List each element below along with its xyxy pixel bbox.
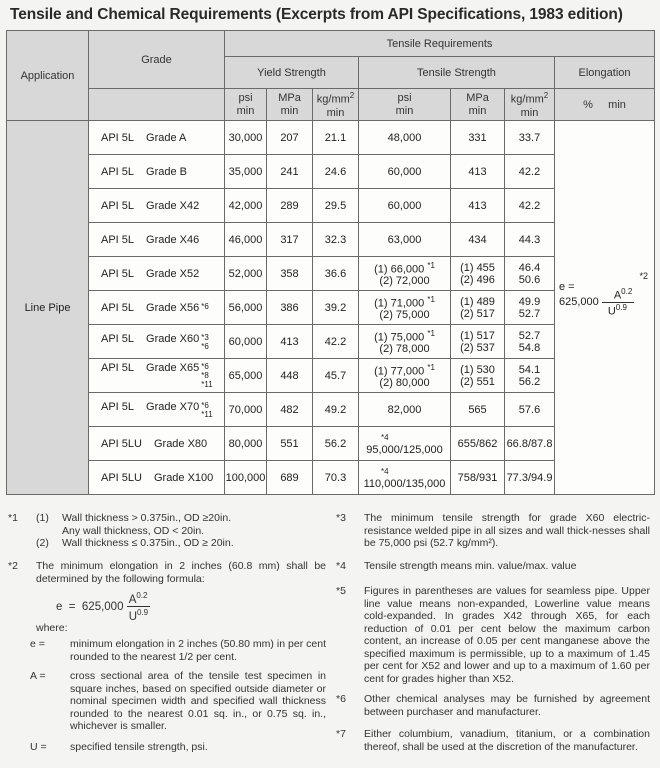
- header-tensile-strength: Tensile Strength: [359, 57, 555, 89]
- ys-psi: 56,000: [225, 291, 267, 325]
- unit-ys-psi: psi min: [225, 89, 267, 121]
- ts-kg: 57.6: [505, 393, 555, 427]
- ys-psi: 35,000: [225, 155, 267, 189]
- footnote-5: *5 Figures in parentheses are values for seamless pipe. Upper line value means non-expanded, Lowerline value means cold-expanded. In grades X42 through X65, for each reduction of 0.01 per cent below the maximum carbon content, an increase of 0.05 per cent manganese above the specified maximum is permissible, up to a maximum of 1.45 per cent for X52 and lower and up to a maximum of 1.60 per cent for grades higher than X52.: [336, 585, 650, 685]
- ts-kg: 42.2: [505, 155, 555, 189]
- ts-mpa: (1) 489 (2) 517: [451, 291, 505, 325]
- footnote-2-def-a: A = cross sectional area of the tensile test specimen in square inches, based on specified outside diameter or nominal specimen width and specified wall thickness rounded to the nearest 0.01 sq. in., or 0.75 sq. in., whichever is smaller.: [30, 670, 326, 732]
- ys-kg: 21.1: [313, 121, 359, 155]
- ys-psi: 30,000: [225, 121, 267, 155]
- ys-psi: 65,000: [225, 359, 267, 393]
- ts-mpa: (1) 517 (2) 537: [451, 325, 505, 359]
- footnote-2-formula: e = 625,000 $\frac{A^{0.2}}{U^{0.9}}$: [56, 591, 149, 624]
- unit-ts-kg: $kg/mm^2$ min: [505, 89, 555, 121]
- ts-psi: 48,000: [359, 121, 451, 155]
- ts-kg: 49.9 52.7: [505, 291, 555, 325]
- grade-cell: API 5L Grade X70 $^{*6 *11}$: [89, 393, 225, 427]
- ys-mpa: 386: [267, 291, 313, 325]
- elongation-formula: [555, 121, 655, 495]
- ts-psi: 60,000: [359, 189, 451, 223]
- ys-kg: 70.3: [313, 461, 359, 495]
- grade-cell: API 5LU Grade X100: [89, 461, 225, 495]
- ts-kg: 77.3/94.9: [505, 461, 555, 495]
- ts-kg: 42.2: [505, 189, 555, 223]
- ts-mpa: 434: [451, 223, 505, 257]
- ts-psi: (1) 71,000 $^{*1}$ (2) 75,000: [359, 291, 451, 325]
- ts-kg: 66.8/87.8: [505, 427, 555, 461]
- header-tensile-requirements: Tensile Requirements: [225, 31, 655, 57]
- grade-note: *3 *6: [201, 332, 209, 351]
- ys-psi: 42,000: [225, 189, 267, 223]
- ts-kg: 52.7 54.8: [505, 325, 555, 359]
- elongation-expression: 625,000 $\frac{A^{0.2}}{U^{0.9}}$: [559, 287, 633, 318]
- grade-cell: API 5L Grade X52: [89, 257, 225, 291]
- ys-psi: 100,000: [225, 461, 267, 495]
- ts-psi: (1) 66,000 $^{*1}$ (2) 72,000: [359, 257, 451, 291]
- ys-mpa: 317: [267, 223, 313, 257]
- ts-kg: 33.7: [505, 121, 555, 155]
- ts-psi: 63,000: [359, 223, 451, 257]
- grade-cell: API 5L Grade X65 $^{*6 *8 *11}$: [89, 359, 225, 393]
- elongation-e-label: e =: [559, 281, 575, 293]
- grade-note: *6 *8 *11: [201, 362, 213, 389]
- ts-mpa: (1) 455 (2) 496: [451, 257, 505, 291]
- footnote-4: *4 Tensile strength means min. value/max. value: [336, 560, 577, 572]
- ys-mpa: 413: [267, 325, 313, 359]
- ys-kg: 24.6: [313, 155, 359, 189]
- unit-ts-mpa: MPa min: [451, 89, 505, 121]
- ys-psi: 46,000: [225, 223, 267, 257]
- grade-cell: API 5L Grade X46: [89, 223, 225, 257]
- ts-psi: (1) 75,000 $^{*1}$ (2) 78,000: [359, 325, 451, 359]
- header-grade: Grade: [89, 31, 225, 89]
- footnote-2-where: where:: [36, 622, 68, 634]
- ts-psi: 82,000: [359, 393, 451, 427]
- ts-kg: 46.4 50.6: [505, 257, 555, 291]
- ys-kg: 36.6: [313, 257, 359, 291]
- ts-mpa: (1) 530 (2) 551: [451, 359, 505, 393]
- requirements-table: [6, 30, 655, 495]
- ys-mpa: 482: [267, 393, 313, 427]
- ys-kg: 32.3: [313, 223, 359, 257]
- footnote-7: *7 Either columbium, vanadium, titanium, or a combination thereof, shall be used at the discretion of the manufacturer.: [336, 728, 650, 753]
- ts-psi: 60,000: [359, 155, 451, 189]
- header-yield-strength: Yield Strength: [225, 57, 359, 89]
- ts-mpa: 758/931: [451, 461, 505, 495]
- ys-mpa: 448: [267, 359, 313, 393]
- grade-cell: API 5L Grade A: [89, 121, 225, 155]
- header-elongation: Elongation: [555, 57, 655, 89]
- ys-psi: 60,000: [225, 325, 267, 359]
- grade-cell: API 5L Grade X60 $^{*3 *6}$: [89, 325, 225, 359]
- footnote-3: *3 The minimum tensile strength for grade X60 electric-resistance welded pipe in all sizes and wall thick-nesses shall be 75,000 psi (52.7 kg/mm²).: [336, 512, 650, 549]
- header-grade-blank: [89, 89, 225, 121]
- ts-mpa: 413: [451, 189, 505, 223]
- ts-psi: *4 95,000/125,000: [359, 427, 451, 461]
- ys-kg: 29.5: [313, 189, 359, 223]
- grade-cell: API 5LU Grade X80: [89, 427, 225, 461]
- footnote-1: *1 (1) Wall thickness > 0.375in., OD ≥20in. Any wall thickness, OD < 20in. (2) Wall thickness ≤ 0.375in., OD ≥ 20in.: [8, 512, 234, 549]
- ys-mpa: 207: [267, 121, 313, 155]
- grade-cell: API 5L Grade X56 $^{*6}$: [89, 291, 225, 325]
- unit-ys-kg: $kg/mm^2$ min: [313, 89, 359, 121]
- footnote-6: *6 Other chemical analyses may be furnished by agreement between purchaser and manufacturer.: [336, 693, 650, 718]
- elongation-note: *2: [639, 271, 649, 281]
- ts-psi: *4 110,000/135,000: [359, 461, 451, 495]
- ys-mpa: 551: [267, 427, 313, 461]
- ys-psi: 80,000: [225, 427, 267, 461]
- ts-mpa: 413: [451, 155, 505, 189]
- ys-kg: 56.2: [313, 427, 359, 461]
- ys-psi: 52,000: [225, 257, 267, 291]
- ys-kg: 39.2: [313, 291, 359, 325]
- table-row: [7, 121, 655, 155]
- footnote-2-def-e: e = minimum elongation in 2 inches (50.80 mm) in per cent rounded to the nearest 1/2 per cent.: [30, 638, 326, 663]
- page-title: Tensile and Chemical Requirements (Excerpts from API Specifications, 1983 edition): [10, 6, 623, 23]
- ys-mpa: 241: [267, 155, 313, 189]
- footnote-2: *2 The minimum elongation in 2 inches (60.8 mm) shall be determined by the following formula:: [8, 560, 326, 585]
- ys-kg: 45.7: [313, 359, 359, 393]
- ts-mpa: 655/862: [451, 427, 505, 461]
- grade-note: *6: [201, 301, 209, 311]
- ys-psi: 70,000: [225, 393, 267, 427]
- unit-elongation: % min: [555, 89, 655, 121]
- ys-kg: 42.2: [313, 325, 359, 359]
- ys-mpa: 289: [267, 189, 313, 223]
- application-line-pipe: Line Pipe: [7, 121, 89, 495]
- grade-cell: API 5L Grade X42: [89, 189, 225, 223]
- unit-ts-psi: psi min: [359, 89, 451, 121]
- ts-kg: 54.1 56.2: [505, 359, 555, 393]
- header-application: Application: [7, 31, 89, 121]
- ts-mpa: 331: [451, 121, 505, 155]
- ts-psi: (1) 77,000 $^{*1}$ (2) 80,000: [359, 359, 451, 393]
- footnote-2-def-u: U = specified tensile strength, psi.: [30, 741, 208, 753]
- grade-note: *6 *11: [201, 400, 213, 419]
- ts-kg: 44.3: [505, 223, 555, 257]
- ys-mpa: 689: [267, 461, 313, 495]
- ys-mpa: 358: [267, 257, 313, 291]
- ts-mpa: 565: [451, 393, 505, 427]
- grade-cell: API 5L Grade B: [89, 155, 225, 189]
- ys-kg: 49.2: [313, 393, 359, 427]
- unit-ys-mpa: MPa min: [267, 89, 313, 121]
